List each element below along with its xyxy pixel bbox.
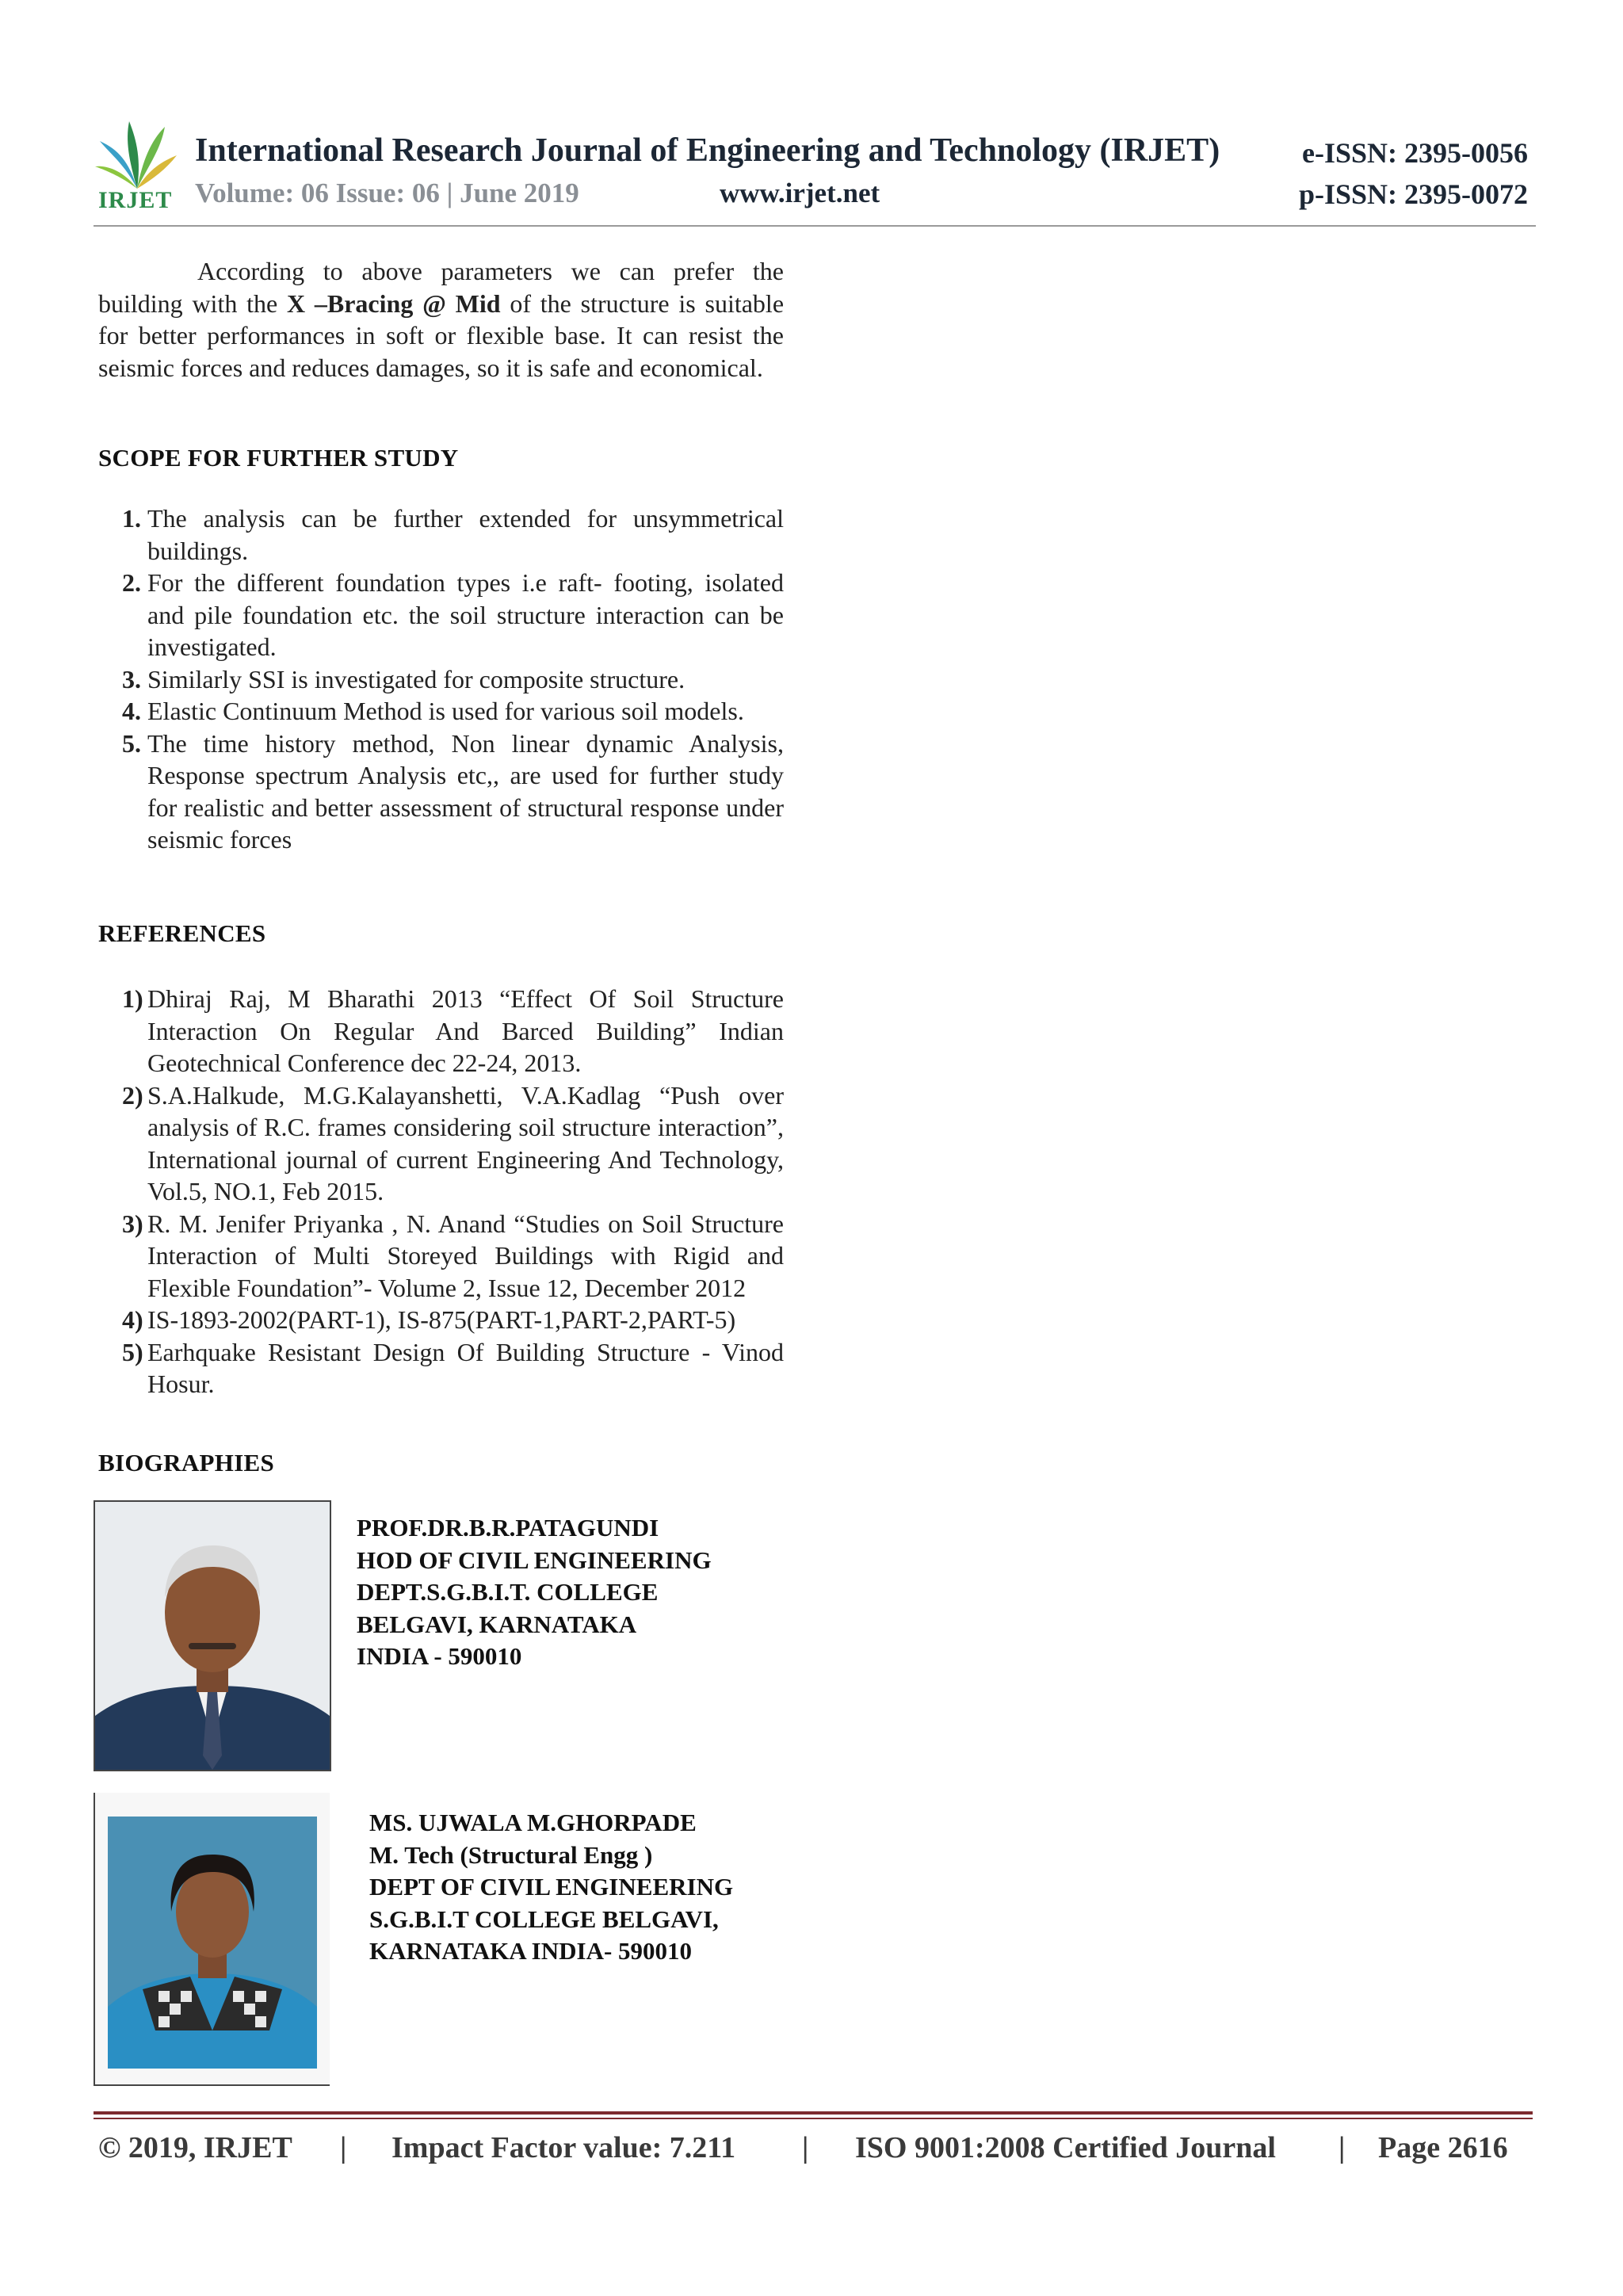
reference-item: [98, 1304, 784, 1336]
bio-line: KARNATAKA INDIA- 590010: [369, 1937, 693, 1965]
author-bio-1: [357, 1512, 712, 1673]
list-item: [98, 695, 784, 728]
footer-separator: |: [802, 2131, 809, 2164]
irjet-logo: [94, 117, 181, 212]
list-item: [98, 728, 784, 856]
reference-number: 3): [122, 1209, 143, 1238]
list-text: Similarly SSI is investigated for composite structure.: [147, 664, 685, 693]
list-item: [98, 663, 784, 696]
list-item: [98, 502, 784, 567]
biographies-heading: BIOGRAPHIES: [98, 1449, 275, 1477]
conclusion-text-a: According to above parameters we can prefer the building with the: [98, 257, 784, 318]
journal-website[interactable]: www.irjet.net: [720, 178, 880, 208]
bio-line: BELGAVI, KARNATAKA: [357, 1610, 637, 1638]
list-number: 2.: [122, 568, 141, 597]
reference-text: Earhquake Resistant Design Of Building Structure - Vinod Hosur.: [147, 1337, 784, 1398]
page-header: [94, 111, 1536, 230]
footer-page-number: Page 2616: [1378, 2131, 1508, 2164]
logo-text: IRJET: [98, 187, 173, 213]
p-issn: p-ISSN: 2395-0072: [1298, 178, 1528, 210]
reference-number: 1): [122, 984, 143, 1013]
list-text: The time history method, Non linear dynamic Analysis, Response spectrum Analysis etc,, are used for further study for realistic and better assessment of structural response under seismic forces: [147, 728, 784, 854]
references-heading: REFERENCES: [98, 919, 266, 947]
reference-text: S.A.Halkude, M.G.Kalayanshetti, V.A.Kadlag “Push over analysis of R.C. frames considering soil structure interaction”, International journal of current Engineering And Technology, Vol.5, NO.1, Feb 2015.: [147, 1080, 784, 1205]
reference-item: [98, 1079, 784, 1208]
man-portrait-image: [95, 1502, 330, 1770]
reference-item: [98, 1208, 784, 1305]
reference-number: 2): [122, 1080, 143, 1110]
bio-line: PROF.DR.B.R.PATAGUNDI: [357, 1514, 659, 1541]
list-text: For the different foundation types i.e raft- footing, isolated and pile foundation etc. the soil structure interaction can be investigated.: [147, 568, 784, 661]
footer-separator: |: [340, 2131, 347, 2164]
conclusion-text-b: of the structure is suitable for better performances in soft or flexible base. It can resist the seismic forces and reduces damages, so it is safe and economical.: [98, 288, 785, 382]
list-text: Elastic Continuum Method is used for various soil models.: [147, 697, 744, 725]
conclusion-paragraph: [98, 255, 784, 384]
reference-text: Dhiraj Raj, M Bharathi 2013 “Effect Of Soil Structure Interaction On Regular And Barced Building” Indian Geotechnical Conference dec 22-24, 2013.: [147, 984, 784, 1077]
footer-iso: ISO 9001:2008 Certified Journal: [855, 2131, 1276, 2164]
header-divider: [94, 225, 1536, 227]
footer-impact-factor: Impact Factor value: 7.211: [391, 2131, 736, 2164]
bio-line: HOD OF CIVIL ENGINEERING: [357, 1545, 712, 1574]
author-photo-1: [94, 1500, 331, 1771]
e-issn: e-ISSN: 2395-0056: [1302, 137, 1528, 169]
list-number: 1.: [122, 504, 141, 533]
author-photo-2: [94, 1793, 330, 2086]
list-text: The analysis can be further extended for unsymmetrical buildings.: [147, 504, 784, 565]
reference-item: [98, 983, 784, 1079]
footer-divider-thin: [94, 2118, 1533, 2119]
reference-number: 4): [122, 1305, 143, 1334]
author-bio-2: [369, 1807, 733, 1968]
reference-text: IS-1893-2002(PART-1), IS-875(PART-1,PART-2,PART-5): [147, 1305, 736, 1334]
list-number: 3.: [122, 664, 141, 693]
bio-line: DEPT.S.G.B.I.T. COLLEGE: [357, 1578, 659, 1606]
scope-list: [98, 502, 784, 856]
scope-heading: SCOPE FOR FURTHER STUDY: [98, 444, 459, 472]
bio-line: S.G.B.I.T COLLEGE BELGAVI,: [369, 1904, 719, 1933]
list-item: [98, 567, 784, 663]
reference-text: R. M. Jenifer Priyanka , N. Anand “Studies on Soil Structure Interaction of Multi Storeyed Buildings with Rigid and Flexible Foundation”- Volume 2, Issue 12, December 2012: [147, 1209, 784, 1302]
bio-line: M. Tech (Structural Engg ): [369, 1840, 653, 1869]
conclusion-bold: X –Bracing @ Mid: [287, 288, 501, 318]
woman-portrait-image: [95, 1793, 330, 2084]
footer-divider-thick: [94, 2111, 1533, 2115]
list-number: 4.: [122, 697, 141, 725]
irjet-leaf-icon: [94, 117, 181, 193]
reference-item: [98, 1336, 784, 1400]
journal-title: International Research Journal of Engineering and Technology (IRJET): [195, 132, 1220, 169]
volume-issue: Volume: 06 Issue: 06 | June 2019: [195, 178, 579, 208]
footer-separator: |: [1338, 2131, 1346, 2164]
bio-line: DEPT OF CIVIL ENGINEERING: [369, 1873, 734, 1901]
footer-copyright: © 2019, IRJET: [98, 2131, 292, 2164]
list-number: 5.: [122, 728, 141, 758]
bio-line: INDIA - 590010: [357, 1642, 522, 1670]
reference-number: 5): [122, 1337, 143, 1366]
bio-line: MS. UJWALA M.GHORPADE: [369, 1809, 697, 1836]
references-list: [98, 983, 784, 1400]
